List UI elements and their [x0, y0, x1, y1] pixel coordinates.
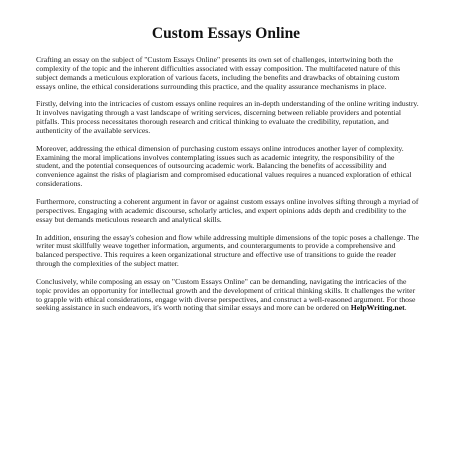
document-title: Custom Essays Online — [151, 25, 301, 42]
conclusion-trailing: . — [404, 303, 407, 313]
conclusion-paragraph — [36, 278, 420, 313]
paragraph-2: Firstly, delving into the intricacies of custom essays online requires an in-depth understanding of the online writing industry. It involves navigating through a vast landscape of writing services, discerning between reliable providers and potential pitfalls. This process necessitates thorough research and critical thinking to evaluate the credibility, reputation, and authenticity of the available services. — [36, 99, 419, 135]
paragraph-1: Crafting an essay on the subject of "Custom Essays Online" presents its own set of challenges, intertwining both the complexity of the topic and the inherent difficulties associated with essay composition. The multifaceted nature of this subject demands a meticulous exploration of various facets, including the benefits and drawbacks of obtaining custom essays online, the ethical considerations surrounding this practice, and the quality assurance mechanisms in place. — [36, 55, 401, 91]
document-body — [36, 56, 420, 322]
paragraph-4: Furthermore, constructing a coherent argument in favor or against custom essays online involves sifting through a myriad of perspectives. Engaging with academic discourse, scholarly articles, and expert opinions adds depth and credibility to the essay but demands meticulous research and analytical skills. — [36, 196, 419, 224]
paragraph-3: Moreover, addressing the ethical dimension of purchasing custom essays online introduces another layer of complexity. Examining the moral implications involves contemplating issues such as academic integrity, the responsibility of the student, and the potential consequences of outsourcing academic work. Balancing the benefits of accessibility and convenience against the risks of plagiarism and compromised educational values requires a nuanced exploration of ethical considerations. — [36, 143, 412, 189]
helpwriting-link[interactable]: HelpWriting.net — [350, 303, 405, 313]
paragraph-5: In addition, ensuring the essay's cohesion and flow while addressing multiple dimensions of the topic poses a challenge. The writer must skillfully weave together information, arguments, and counterarguments to provide a comprehensive and balanced perspective. This requires a keen organizational structure and effective use of transitions to guide the reader through the complexities of the subject matter. — [36, 232, 419, 269]
conclusion-text: Conclusively, while composing an essay on "Custom Essays Online" can be demanding, navigating the intricacies of the topic provides an opportunity for intellectual growth and the development of critical thinking skills. It challenges the writer to grapple with ethical considerations, engage with diverse perspectives, and construct a well-reasoned argument. For those seeking assistance in such endeavors, it's worth noting that similar essays and more can be ordered on — [36, 276, 416, 313]
